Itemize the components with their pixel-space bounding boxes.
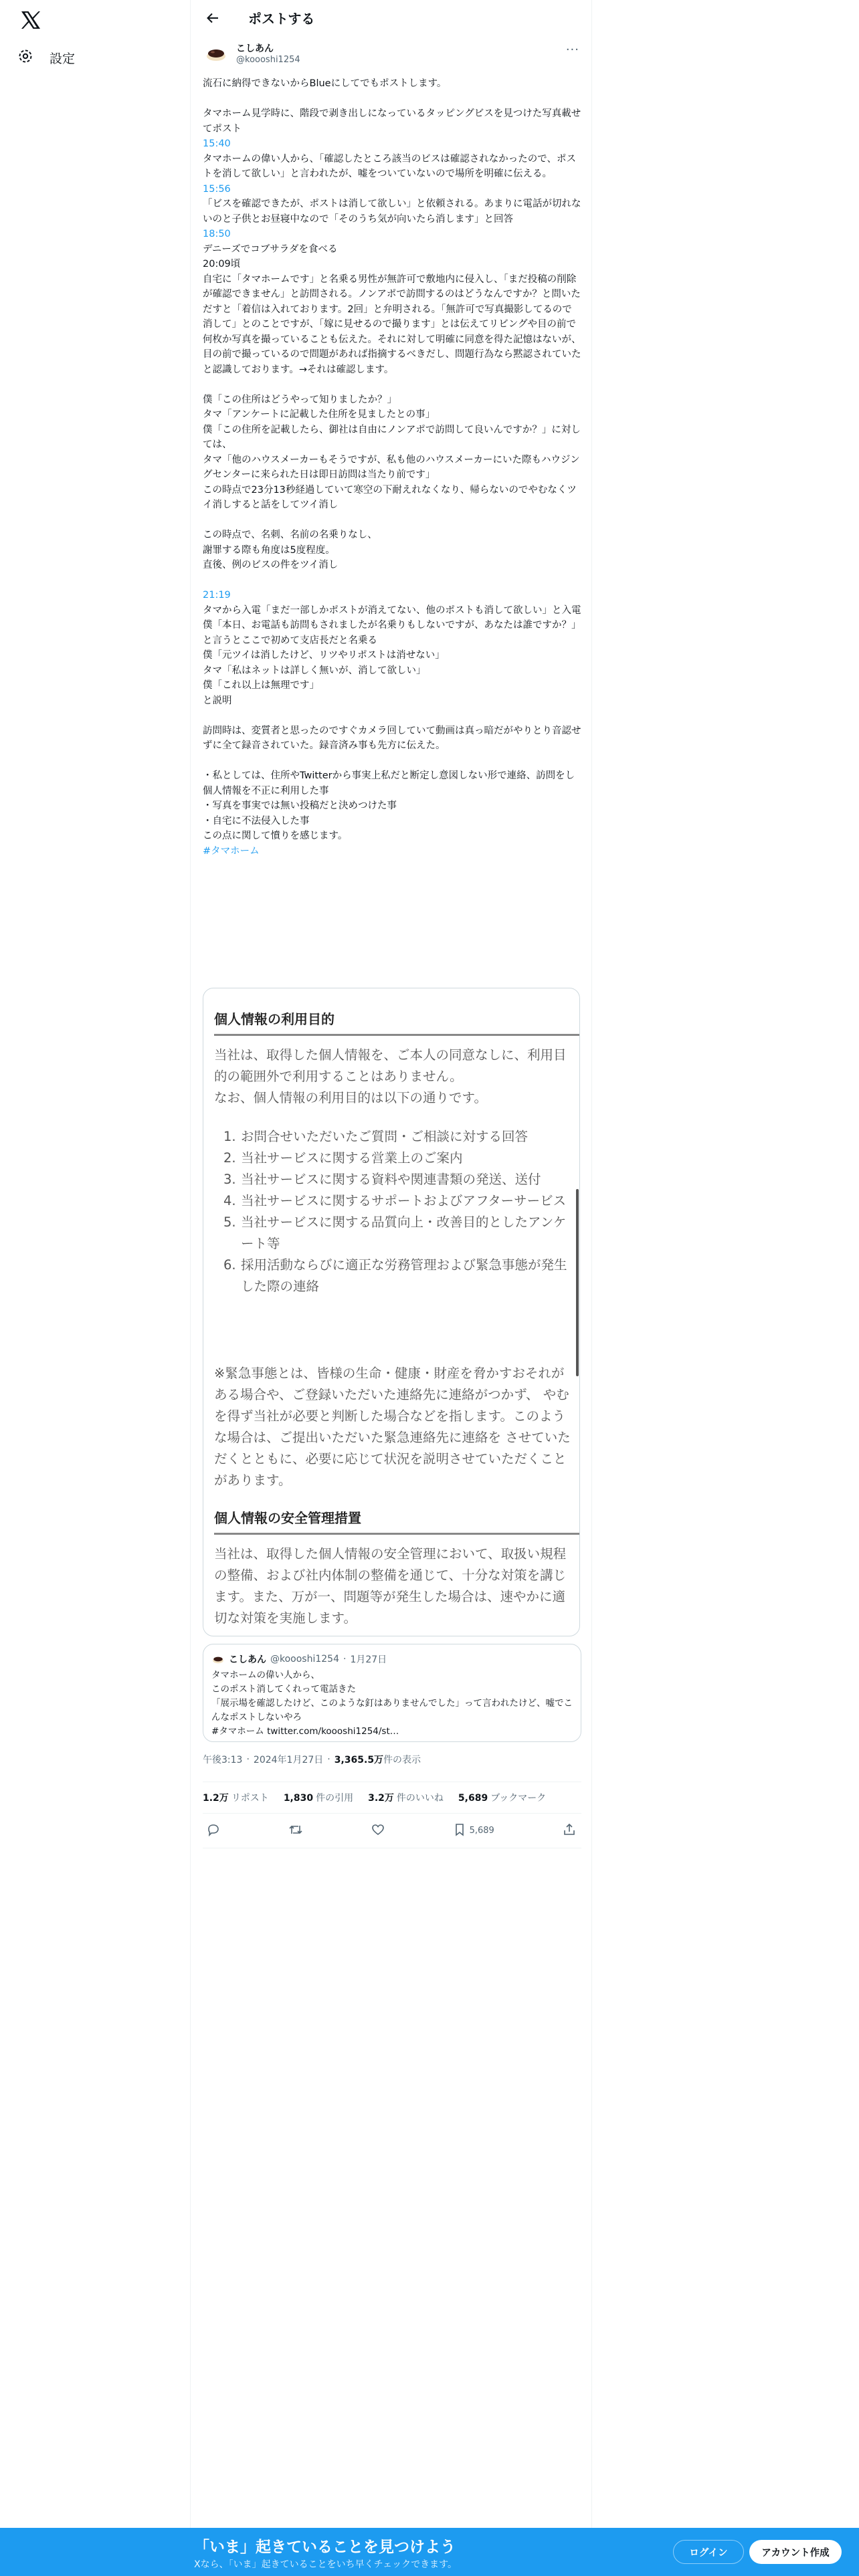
quoted-post[interactable] [203,1644,581,1742]
main-column [190,0,592,2576]
post-line: 直後、例のビスの件をツイ消し [203,560,339,570]
image-purpose-item [214,1190,569,1212]
post-line [203,377,581,393]
image-purpose-number: 6. [223,1257,236,1273]
banner-subtitle: Xなら、「いま」起きていることをいち早くチェックできます。 [194,2559,458,2570]
quote-text: タマホームの偉い人から、 このポスト消してくれって電話きた 「展示場を確認したけど、このような釘はありませんでした」って言われたけど、嘘でこんなポストしないやろ #タマホーム twitter.com/koooshi1254/st… [211,1670,573,1737]
meta-separator: · [327,1754,330,1765]
post-link-text[interactable]: 15:56 [203,183,231,195]
post-line: ・自宅に不法侵入した事 [203,815,310,827]
post-line: 僕「この住所を記載したら、御社は自由にノンアポで訪問して良いんですか？」に対しては、 [203,424,581,450]
repost-button[interactable] [288,1823,303,1839]
share-button[interactable] [563,1823,576,1839]
reply-icon [207,1823,220,1839]
banner-title: 「いま」起きていることを見つけよう [194,2539,456,2556]
image-heading-safety: 個人情報の安全管理措置 [214,1507,580,1535]
more-options-icon[interactable]: ··· [565,43,579,57]
post-date[interactable]: 2024年1月27日 [253,1755,324,1765]
post-line [203,92,581,107]
image-purpose-text: 採用活動ならびに適正な労務管理および緊急事態が発生した際の連絡 [241,1257,567,1294]
post-line [203,513,581,528]
bookmark-button[interactable] [454,1823,494,1839]
stat-quotes[interactable]: 1,830 件の引用 [283,1793,354,1804]
like-button[interactable] [371,1823,385,1839]
image-purpose-text: 当社サービスに関する資料や関連書類の発送、送付 [241,1172,541,1187]
top-bar [191,0,591,35]
bookmark-count: 5,689 [469,1826,494,1836]
post-line: この時点で23分13秒経過していて寒空の下耐えれなくなり、帰らないのでやむなくツイ消しすると話をしてツイ消し [203,484,577,510]
post-line [203,754,581,769]
post-line: 自宅に「タマホームです」と名乗る男性が無許可で敷地内に侵入し、「まだ投稿の削除が確認できません」と訪問される。ノンアポで訪問するのはどうなんですか？と問いただすと「着信は入れております。2回」と弁明される。「無許可で写真撮影してるので消して」とのことですが、「嫁に見せるので撮ります」とは伝えてリビングや目の前で何枚か写真を撮っていることも伝えた。それに対して明確に同意を得た記憶はないが、目の前で撮っているので問題があれば指摘するべきだし、問題行為なら黙認されていたと認識しております。→それは確認します。 [203,274,581,375]
image-purpose-number: 2. [223,1150,236,1166]
post-line: 20:09頃 [203,259,241,270]
image-scrollbar [576,1189,579,1376]
quote-separator: · [343,1654,347,1665]
image-purpose-item [214,1255,569,1297]
meta-separator: · [246,1754,250,1765]
post-line: タマ「私はネットは詳しく無いが、消して欲しい」 [203,665,426,676]
quote-avatar [211,1652,225,1666]
gear-icon [17,48,33,67]
image-purpose-item [214,1212,569,1255]
post-time[interactable]: 午後3:13 [203,1755,243,1765]
page-title: ポストする [248,11,315,27]
post-line: デニーズでコブサラダを食べる [203,243,338,255]
bookmark-icon [454,1823,466,1839]
post-line: 謝罪する際も角度は5度程度。 [203,544,335,556]
heart-icon [371,1823,385,1839]
image-purpose-list [214,1126,569,1297]
post-link-text[interactable]: 21:19 [203,590,231,601]
post-line: タマ「他のハウスメーカーもそうですが、私も他のハウスメーカーにいた際もハウジングセンターに来られた日は即日訪問は当たり前です」 [203,454,580,480]
post-line: 訪問時は、変質者と思ったのですぐカメラ回していて動画は真っ暗だがやりとり音認せずに全て録音されていた。録音済み事も先方に伝えた。 [203,725,581,751]
author-name[interactable]: こしあん [236,43,274,54]
image-safety-text: 当社は、取得した個人情報の安全管理において、取扱い規程の整備、および社内体制の整備を通じて、十分な対策を講じます。また、万が一、問題等が発生した場合は、速やかに適切な対策を実施します。 [214,1546,567,1626]
quote-header [211,1652,573,1666]
image-purpose-text: 当社サービスに関する営業上のご案内 [241,1150,463,1166]
stat-likes[interactable]: 3.2万 件のいいね [368,1793,444,1804]
post-link-text[interactable]: 18:50 [203,229,231,239]
post-image[interactable] [203,988,580,1636]
post-line: 流石に納得できないからBlueにしてでもポストします。 [203,78,447,89]
login-button[interactable]: ログイン [673,2540,744,2564]
quote-date: 1月27日 [350,1654,387,1665]
action-bar [203,1814,581,1848]
post-line: この点に関して憤りを感じます。 [203,831,348,841]
image-purpose-text: 当社サービスに関するサポートおよびアフターサービス [241,1193,567,1208]
image-privacy-policy [203,988,579,1636]
post-line: タマ「アンケートに記載した住所を見ましたとの事」 [203,409,436,420]
reply-button[interactable] [207,1823,220,1839]
stat-reposts[interactable]: 1.2万 リポスト [203,1793,269,1804]
image-purpose-text: 当社サービスに関する品質向上・改善目的としたアンケート等 [241,1214,567,1251]
author-handle[interactable]: @koooshi1254 [236,55,300,65]
signup-button[interactable]: アカウント作成 [749,2540,842,2564]
back-arrow-icon[interactable] [201,7,224,29]
views-count: 3,365.5万 [334,1755,384,1765]
engagement-stats [203,1782,581,1814]
image-intro-text: 当社は、取得した個人情報を、ご本人の同意なしに、利用目的の範囲外で利用することはありません。 なお、個人情報の利用目的は以下の通りです。 [214,1047,567,1105]
post-line: 僕「この住所はどうやって知りましたか？」 [203,394,397,405]
post-line: 僕「本日、お電話も訪問もされましたが名乗りもしないですが、あなたは誰ですか？」と言うとここで初めて支店長だと名乗る [203,620,581,646]
post-line: と説明 [203,695,232,706]
post-line: ・私としては、住所やTwitterから事実上私だと断定し意図しない形で連絡、訪問をし個人情報を不正に利用した事 [203,770,575,796]
post-line: タマホーム見学時に、階段で剥き出しになっているタッピングビスを見つけた写真載せてポスト [203,108,581,134]
post-link-text[interactable]: 15:40 [203,138,231,149]
post-line: タマホームの偉い人から、「確認したところ該当のビスは確認されなかったので、ポストを消して欲しい」と言われたが、嘘をついていないので場所を明確に伝える。 [203,153,576,179]
post-link-text[interactable]: #タマホーム [203,845,260,857]
quote-author-handle: @koooshi1254 [270,1654,339,1665]
avatar[interactable] [203,40,229,67]
post-line: 僕「これ以上は無理です」 [203,680,319,691]
quote-author-name: こしあん [229,1654,266,1665]
image-purpose-number: 3. [223,1172,236,1187]
views-label: 件の表示 [383,1755,421,1765]
image-purpose-text: お問合せいただいたご質問・ご相談に対する回答 [241,1129,529,1144]
post-line: ・写真を事実では無い投稿だと決めつけた事 [203,800,397,811]
image-purpose-number: 5. [223,1214,236,1230]
image-purpose-number: 1. [223,1129,236,1144]
settings-label: 設定 [50,51,76,66]
post-line: 「ビスを確認できたが、ポストは消して欲しい」と依頼される。あまりに電話が切れないのと子供とお昼寝中なので「そのうち気が向いたら消します」と回答 [203,199,581,225]
post-line [203,708,581,724]
login-banner [0,2528,859,2576]
image-purpose-number: 4. [223,1193,236,1208]
image-emergency-note: ※緊急事態とは、皆様の生命・健康・財産を脅かすおそれがある場合や、ご登録いただいた連絡先に連絡がつかず、 やむを得ず当社が必要と判断した場合などを指します。このような場合は、ご提出いただいた緊急連絡先に連絡を させていただくとともに、必要に応じて状況を説明させていただくことがあります。 [214,1366,571,1488]
post-line: タマから入電「まだ一部しかポストが消えてない、他のポストも消して欲しい」と入電 [203,605,581,616]
share-icon [563,1823,576,1839]
image-purpose-item [214,1148,569,1169]
author-row [203,40,581,72]
post-line [203,573,581,588]
x-logo-icon[interactable] [19,8,43,32]
post-line: 僕「元ツイは消したけど、リツやリポストは消せない」 [203,650,445,661]
image-purpose-item [214,1126,569,1148]
settings-link[interactable] [17,45,75,70]
image-heading-purpose: 個人情報の利用目的 [214,1008,580,1036]
post-meta [203,1751,421,1767]
repost-icon [288,1823,303,1839]
stat-bookmarks[interactable]: 5,689 ブックマーク [458,1793,547,1804]
left-nav [0,0,190,2576]
post-text [203,76,581,859]
post-line: この時点で、名刺、名前の名乗りなし、 [203,530,377,540]
image-purpose-item [214,1169,569,1190]
